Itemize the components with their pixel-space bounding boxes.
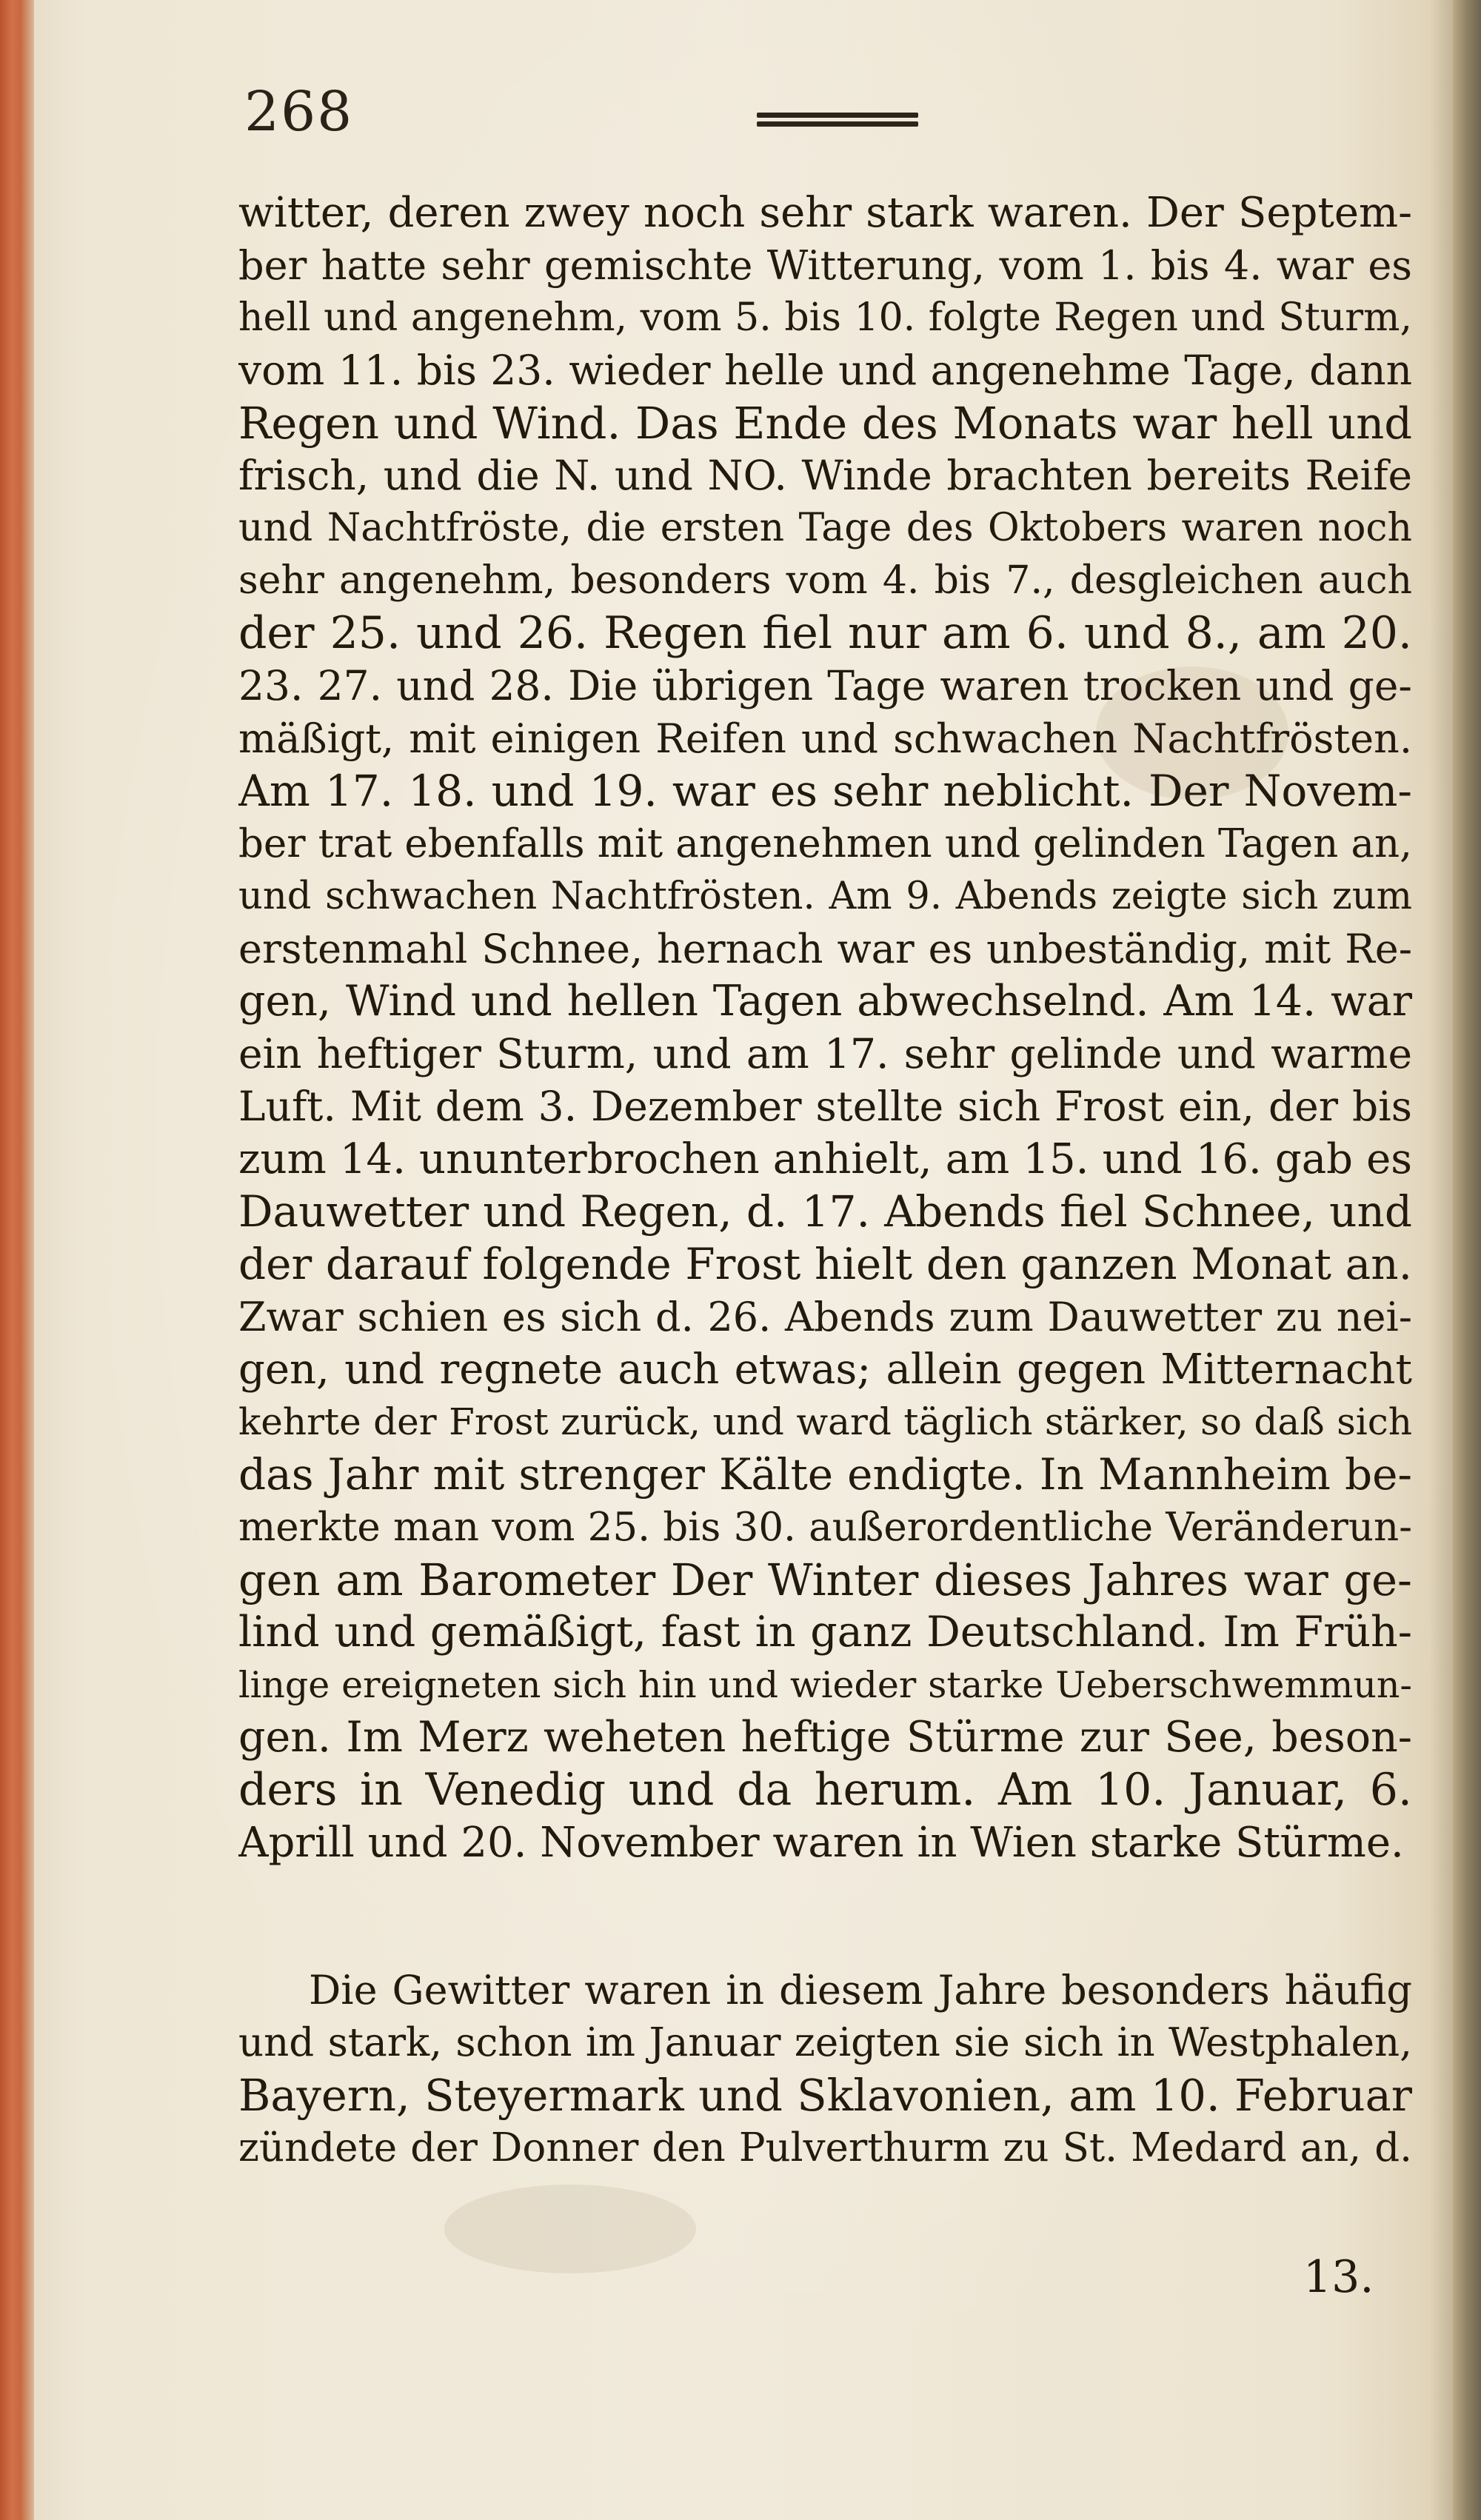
- text-line: gen. Im Merz weheten heftige Stürme zur See, beson-: [238, 1713, 1412, 1762]
- text-line: zum 14. ununterbrochen anhielt, am 15. und 16. gab es: [238, 1135, 1412, 1183]
- text-line: und stark, schon im Januar zeigten sie sich in Westphalen,: [238, 2020, 1412, 2065]
- book-gutter: [1453, 0, 1481, 2520]
- text-line: lind und gemäßigt, fast in ganz Deutschland. Im Früh-: [238, 1608, 1412, 1657]
- text-line: linge ereigneten sich hin und wieder starke Ueberschwemmun-: [238, 1664, 1412, 1706]
- text-line: Luft. Mit dem 3. Dezember stellte sich Frost ein, der bis: [238, 1083, 1412, 1130]
- text-line: Die Gewitter waren in diesem Jahre besonders häufig: [309, 1967, 1412, 2013]
- text-line: gen, und regnete auch etwas; allein gegen Mitternacht: [238, 1346, 1412, 1394]
- text-line: mäßigt, mit einigen Reifen und schwachen Nachtfrösten.: [238, 715, 1412, 762]
- text-line: Dauwetter und Regen, d. 17. Abends fiel Schnee, und: [238, 1186, 1412, 1237]
- text-line: hell und angenehm, vom 5. bis 10. folgte Regen und Sturm,: [238, 295, 1412, 340]
- text-line: gen, Wind und hellen Tagen abwechselnd. Am 14. war: [238, 977, 1412, 1026]
- text-line: frisch, und die N. und NO. Winde brachten bereits Reife: [238, 452, 1412, 499]
- text-line: kehrte der Frost zurück, und ward täglich stärker, so daß sich: [238, 1400, 1412, 1443]
- text-line: und Nachtfröste, die ersten Tage des Oktobers waren noch: [238, 506, 1412, 550]
- text-line: ber trat ebenfalls mit angenehmen und gelinden Tagen an,: [238, 821, 1412, 866]
- text-line: erstenmahl Schnee, hernach war es unbeständig, mit Re-: [238, 926, 1412, 972]
- text-line: witter, deren zwey noch sehr stark waren. Der Septem-: [238, 189, 1412, 237]
- text-line: ders in Venedig und da herum. Am 10. Januar, 6.: [238, 1764, 1412, 1816]
- text-line: ein heftiger Sturm, und am 17. sehr gelinde und warme: [238, 1030, 1412, 1077]
- paragraph-weather-months: [238, 187, 1412, 1869]
- text-line: Am 17. 18. und 19. war es sehr neblicht. Der Novem-: [238, 766, 1412, 816]
- text-line: ber hatte sehr gemischte Witterung, vom 1. bis 4. war es: [238, 242, 1412, 289]
- page-edge-left: [0, 0, 34, 2520]
- text-line: gen am Barometer Der Winter dieses Jahres war ge-: [238, 1554, 1412, 1605]
- text-line: und schwachen Nachtfrösten. Am 9. Abends zeigte sich zum: [238, 875, 1412, 918]
- text-line: 23. 27. und 28. Die übrigen Tage waren trocken und ge-: [238, 662, 1412, 709]
- page-fold-shadow: [1429, 0, 1453, 2520]
- text-line: Regen und Wind. Das Ende des Monats war hell und: [238, 398, 1412, 449]
- text-line: Zwar schien es sich d. 26. Abends zum Dauwetter zu nei-: [238, 1294, 1412, 1340]
- text-line: zündete der Donner den Pulverthurm zu St. Medard an, d.: [238, 2125, 1412, 2170]
- page-number: 268: [244, 80, 354, 144]
- text-line: vom 11. bis 23. wieder helle und angenehme Tage, dann: [238, 347, 1412, 394]
- paragraph-thunderstorms: [238, 1964, 1412, 2174]
- header-rule: [757, 113, 918, 135]
- text-line: das Jahr mit strenger Kälte endigte. In Mannheim be-: [238, 1449, 1412, 1500]
- catchword: 13.: [1303, 2251, 1374, 2303]
- text-line: Bayern, Steyermark und Sklavonien, am 10. Februar: [238, 2070, 1412, 2121]
- paper-stain: [444, 2185, 696, 2273]
- text-line: Aprill und 20. November waren in Wien starke Stürme.: [238, 1819, 1404, 1867]
- text-line: der darauf folgende Frost hielt den ganzen Monat an.: [238, 1239, 1412, 1289]
- text-line: sehr angenehm, besonders vom 4. bis 7., desgleichen auch: [238, 558, 1412, 603]
- text-line: merkte man vom 25. bis 30. außerordentliche Veränderun-: [238, 1505, 1412, 1550]
- text-line: der 25. und 26. Regen fiel nur am 6. und 8., am 20.: [238, 607, 1412, 659]
